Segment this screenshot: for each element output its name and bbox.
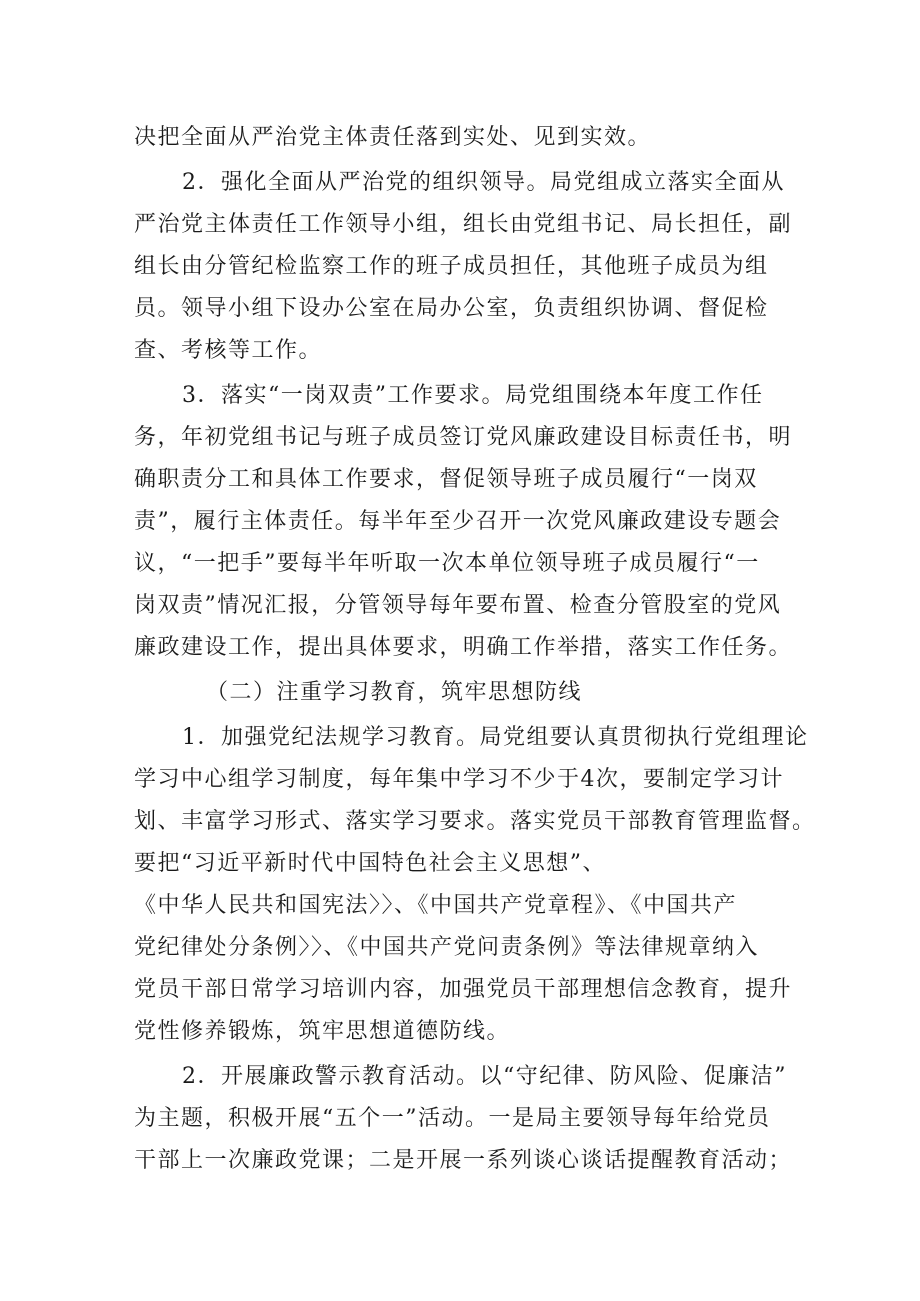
body-text-line: 务，年初党组书记与班子成员签订党风廉政建设目标责任书，明 — [134, 425, 793, 450]
paragraph-first-line: 1．加强党纪法规学习教育。局党组要认真贯彻执行党组理论 — [182, 725, 809, 750]
paragraph-first-line: 3．落实“一岗双责”工作要求。局党组围绕本年度工作任 — [182, 383, 764, 408]
section-heading: （二）注重学习教育，筑牢思想防线 — [206, 680, 583, 705]
body-text-line: 查、考核等工作。 — [134, 338, 323, 363]
paragraph-first-line: 2．开展廉政警示教育活动。以“守纪律、防风险、促廉洁” — [182, 1064, 787, 1089]
body-text-line: 岗双责”情况汇报，分管领导每年要布置、检查分管股室的党风 — [134, 593, 782, 618]
body-text-line: 划、丰富学习形式、落实学习要求。落实党员干部教育管理监督。 — [134, 809, 816, 834]
body-text-line: 要把“习近平新时代中国特色社会主义思想”、 — [134, 851, 606, 876]
body-text-line: 党员干部日常学习培训内容，加强党员干部理想信念教育，提升 — [134, 977, 793, 1002]
body-text-line: 议，“一把手”要每半年听取一次本单位领导班子成员履行“一 — [134, 551, 760, 576]
body-text-line: 确职责分工和具体工作要求，督促领导班子成员履行“一岗双 — [134, 467, 758, 492]
body-text-line: 为主题，积极开展“五个一”活动。一是局主要领导每年给党员 — [134, 1106, 771, 1131]
body-text-line: 廉政建设工作，提出具体要求，明确工作举措，落实工作任务。 — [134, 635, 793, 660]
body-text-line: 组长由分管纪检监察工作的班子成员担任，其他班子成员为组 — [134, 254, 769, 279]
body-text-line: 干部上一次廉政党课；二是开展一系列谈心谈话提醒教育活动； — [134, 1148, 793, 1173]
body-text-line: 严治党主体责任工作领导小组，组长由党组书记、局长担任，副 — [134, 212, 793, 237]
body-text-line: 党纪律处分条例〉〉、《中国共产党问责条例》等法律规章纳入 — [134, 935, 760, 960]
body-text-line: 《中华人民共和国宪法〉〉、《中国共产党章程》、《中国共产 — [134, 893, 738, 918]
body-text-line: 学习中心组学习制度，每年集中学习不少于4次，要制定学习计 — [134, 767, 784, 792]
paragraph-first-line: 2．强化全面从严治党的组织领导。局党组成立落实全面从 — [182, 170, 785, 195]
body-text-line: 员。领导小组下设办公室在局办公室，负责组织协调、督促检 — [134, 296, 769, 321]
body-text-line: 责”，履行主体责任。每半年至少召开一次党风廉政建设专题会 — [134, 509, 782, 534]
body-text-line: 决把全面从严治党主体责任落到实处、见到实效。 — [134, 125, 652, 150]
body-text-line: 党性修养锻炼，筑牢思想道德防线。 — [134, 1019, 511, 1044]
